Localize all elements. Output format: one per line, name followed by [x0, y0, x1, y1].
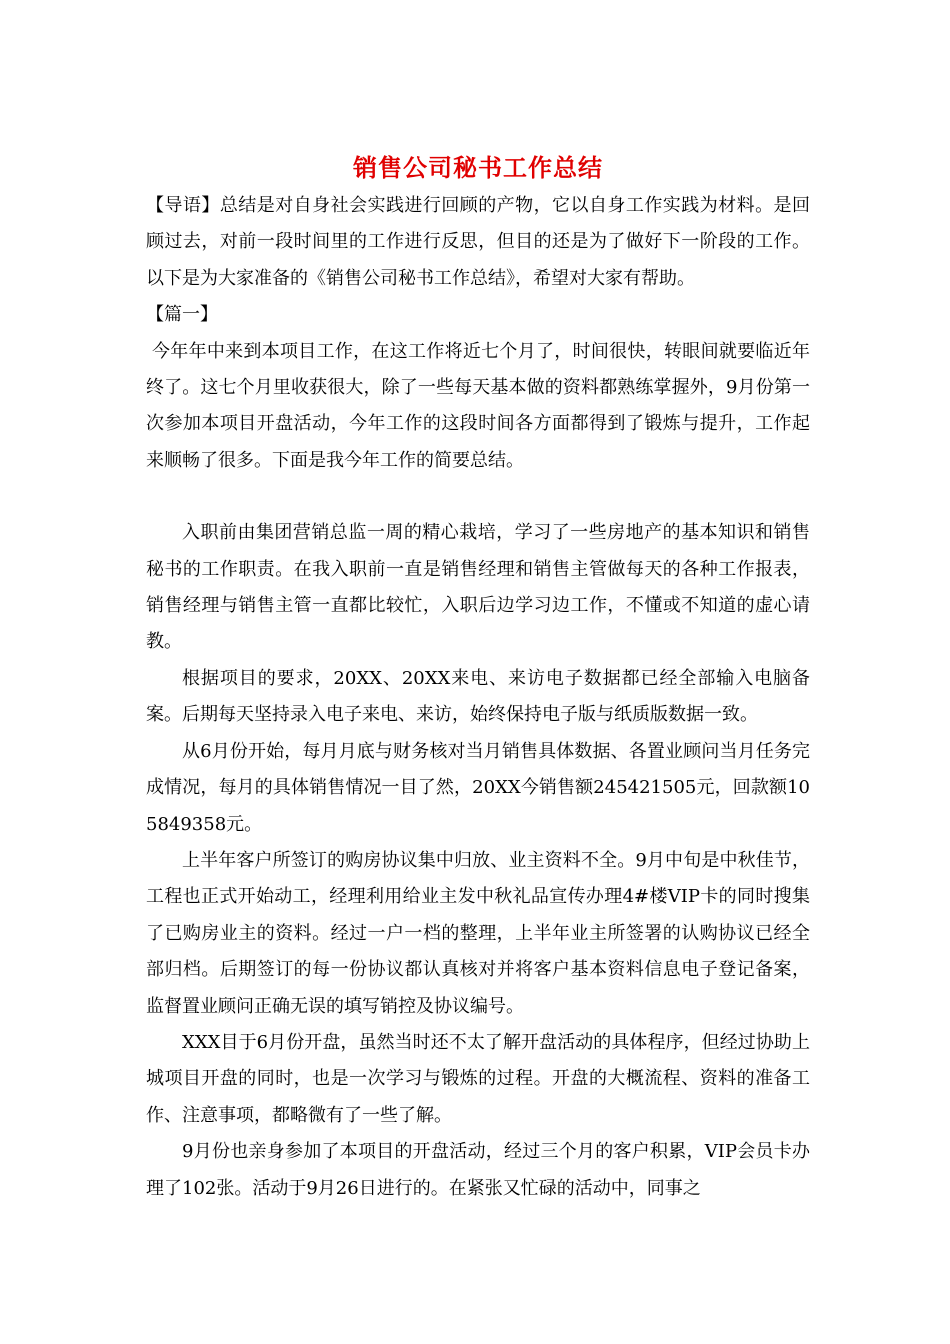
body-paragraph: 9月份也亲身参加了本项目的开盘活动，经过三个月的客户积累，VIP会员卡办理了102张。活动于9月26日进行的。在紧张又忙碌的活动中，同事之 [146, 1141, 810, 1199]
body-paragraph: 从6月份开始，每月月底与财务核对当月销售具体数据、各置业顾问当月任务完成情况，每月的具体销售情况一目了然，20XX今销售额245421505元，回款额105849358元。 [146, 740, 810, 835]
paragraph-spacer [146, 479, 810, 515]
body-paragraph: 今年年中来到本项目工作，在这工作将近七个月了，时间很快，转眼间就要临近年终了。这七个月里收获很大，除了一些每天基本做的资料都熟练掌握外，9月份第一次参加本项目开盘活动，今年工作的这段时间各方面都得到了锻炼与提升，工作起来顺畅了很多。下面是我今年工作的简要总结。 [146, 340, 810, 471]
body-paragraph: 入职前由集团营销总监一周的精心栽培，学习了一些房地产的基本知识和销售秘书的工作职责。在我入职前一直是销售经理和销售主管做每天的各种工作报表，销售经理与销售主管一直都比较忙，入职后边学习边工作，不懂或不知道的虚心请教。 [146, 522, 810, 653]
document-page [146, 148, 810, 1207]
body-paragraph: 上半年客户所签订的购房协议集中归放、业主资料不全。9月中旬是中秋佳节，工程也正式开始动工，经理利用给业主发中秋礼品宣传办理4#楼VIP卡的同时搜集了已购房业主的资料。经过一户一档的整理，上半年业主所签署的认购协议已经全部归档。后期签订的每一份协议都认真核对并将客户基本资料信息电子登记备案，监督置业顾问正确无误的填写销控及协议编号。 [146, 849, 810, 1017]
document-title: 销售公司秘书工作总结 [353, 153, 603, 182]
body-paragraph: 根据项目的要求，20XX、20XX来电、来访电子数据都已经全部输入电脑备案。后期每天坚持录入电子来电、来访，始终保持电子版与纸质版数据一致。 [146, 667, 810, 726]
section-heading: 【篇一】 [146, 304, 218, 326]
body-paragraph: XXX目于6月份开盘，虽然当时还不太了解开盘活动的具体程序，但经过协助上城项目开盘的同时，也是一次学习与锻炼的过程。开盘的大概流程、资料的准备工作、注意事项，都略微有了一些了解。 [146, 1031, 810, 1126]
intro-paragraph: 【导语】总结是对自身社会实践进行回顾的产物，它以自身工作实践为材料。是回顾过去，对前一段时间里的工作进行反思，但目的还是为了做好下一阶段的工作。以下是为大家准备的《销售公司秘书工作总结》，希望对大家有帮助。 [146, 195, 810, 289]
